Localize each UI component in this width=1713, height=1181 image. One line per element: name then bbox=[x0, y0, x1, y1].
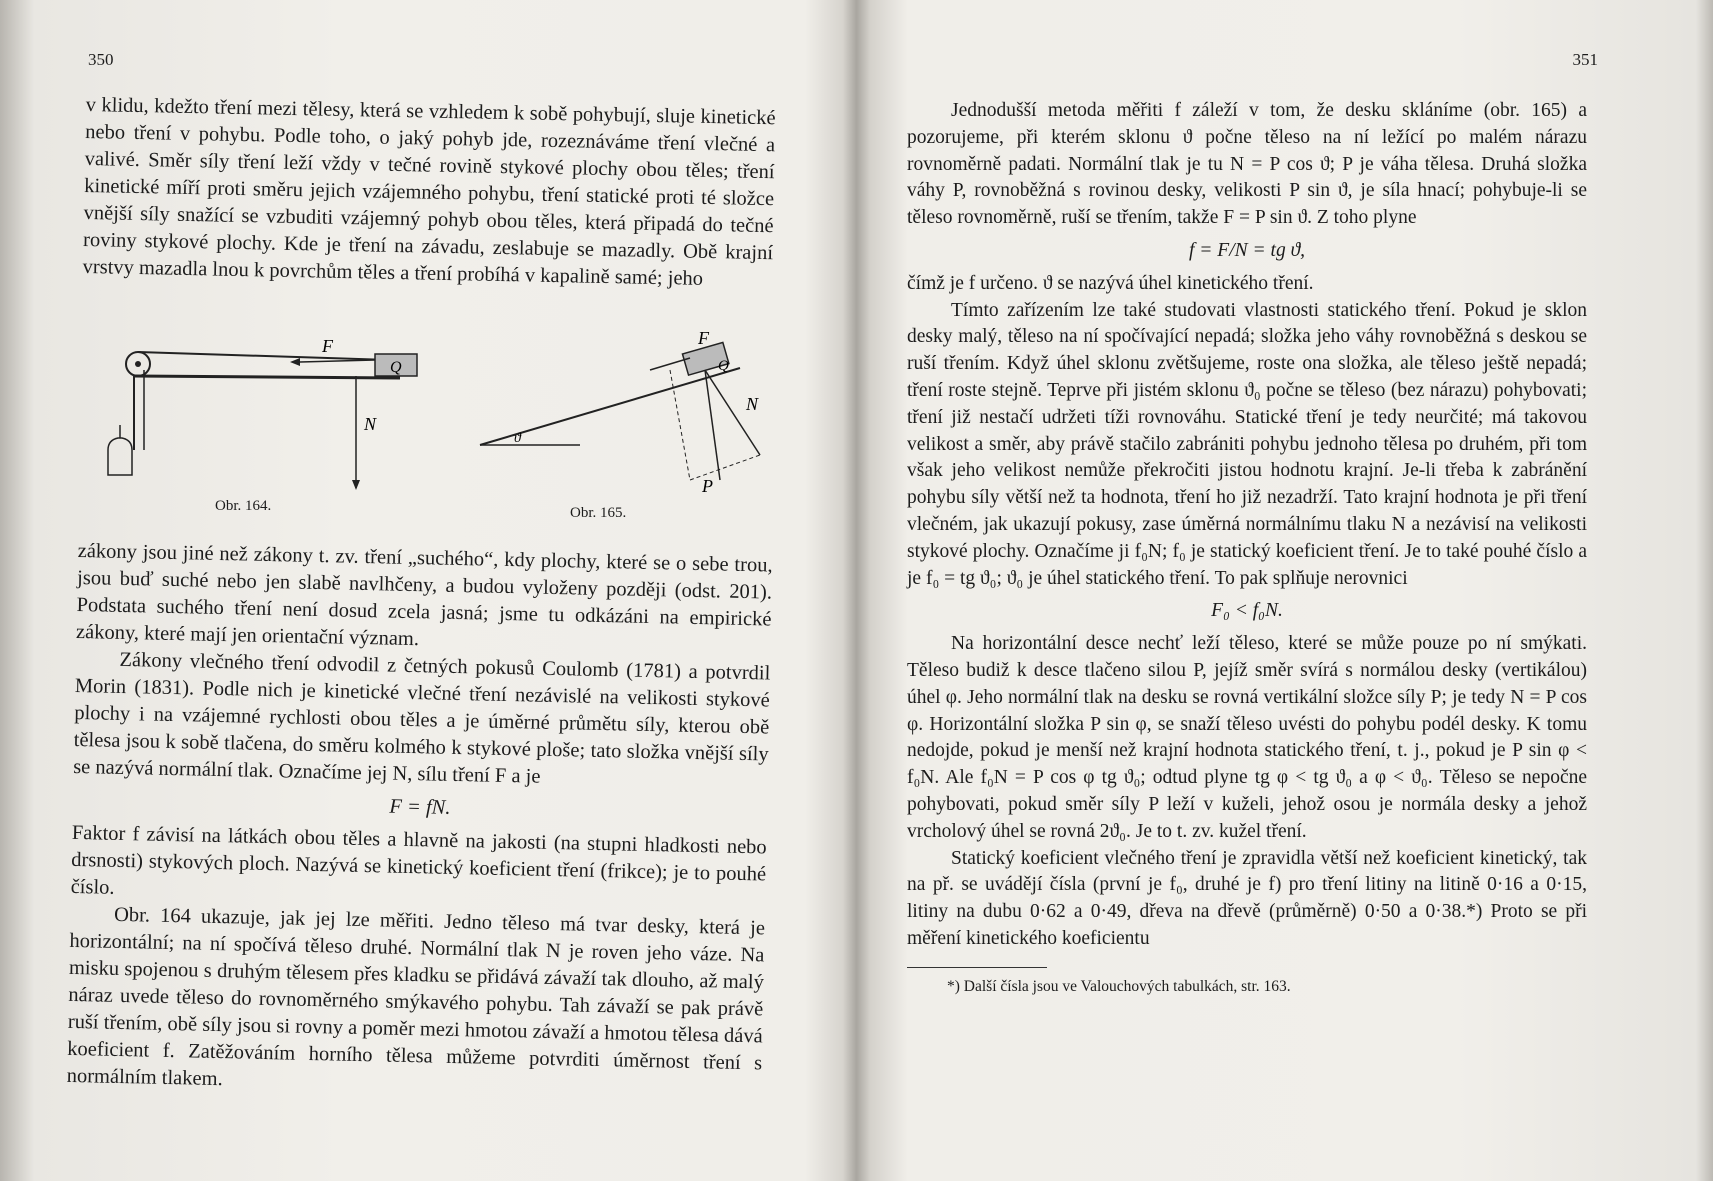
label-F: F bbox=[322, 336, 333, 356]
string bbox=[138, 352, 390, 360]
paragraph: Statický koeficient vlečného tření je zpravidla větší než koeficient kinetický, tak na př. se uvádějí čísla (první je f₀, druhé je f) pro tření litiny na litině 0·16 a 0·15, litiny na dubu 0·62 a 0·49, dřeva na dřevě (průměrně) 0·50 a 0·38.*) Proto se při měření kinetického koeficientu bbox=[907, 847, 1587, 949]
equation: F = fN. bbox=[389, 795, 451, 819]
footnote: *) Další čísla jsou ve Valouchových tabulkách, str. 163. bbox=[947, 977, 1291, 995]
paragraph: Na horizontální desce nechť leží těleso, které se může pouze po ní smýkati. Těleso budiž k desce tlačeno silou P, jejíž směr svírá s normálou desky (vertikálou) úhel φ. Jeho normální tlak na desku se rovná vertikální složce síly P; je tedy N = P cos φ. Horizontální složka P sin φ, se snaží těleso uvésti do pohybu podél desky. K tomu nedojde, pokud je menší než krajní hodnota statického tření, t. j., pokud je P sin φ < f₀N. Ale f₀N = P cos φ tg ϑ₀; odtud plyne tg φ < tg ϑ₀ a φ < ϑ₀. Těleso se nepočne pohybovati, pokud směr síly P leží v kuželi, jehož osou je normála desky a jehož vrcholový úhel se rovná 2ϑ₀. Je to t. zv. kužel tření. bbox=[907, 633, 1587, 842]
paragraph: Tímto zařízením lze také studovati vlastnosti statického tření. Pokud je sklon desky malý, těleso na ní spočívající nepadá; složka jeho váhy rovnoběžná s deskou se ruší třením. Když úhel sklonu zvětšujeme, roste ona složka, ale těleso ještě nepadá; tření roste stejně. Teprve při jistém sklonu ϑ₀ počne se těleso (bez nárazu) pohybovati; tření již nestačí udržeti tíži rovnováhu. Statické tření je tedy neurčité; má takovou velikost a směr, aby právě stačilo zabrániti pohybu jednoho tělesa po druhém, při tom však jeho velikost nemůže překročiti jistou hodnotu krajní. Je-li třeba k zabránění pohybu síly větší než ta hodnota, tření ho již nezadrží. Tato krajní hodnota je při tření vlečném, jak ukazují pokusy, zase úměrná normálnímu tlaku N a nezávisí na velikosti stykové plochy. Označíme ji f₀N; f₀ je statický koeficient tření. Je to také pouhé číslo a je f₀ = tg ϑ₀; ϑ₀ je úhel statického tření. To pak splňuje nerovnici bbox=[907, 299, 1587, 589]
pulley-axle bbox=[135, 361, 141, 367]
paragraph: Jednodušší metoda měřiti f záleží v tom, že desku skláníme (obr. 165) a pozorujeme, při kterém sklonu ϑ počne těleso na ní ležící po malém nárazu rovnoměrně padati. Normální tlak je tu N = P cos ϑ; P je váha tělesa. Druhá složka váhy P, rovnoběžná s rovinou desky, velikosti P sin ϑ, je síla hnací; pohybuje-li se těleso rovnoměrně, ruší se třením, takže F = P sin ϑ. Z toho plyne bbox=[907, 100, 1587, 229]
figure-165-caption: Obr. 165. bbox=[570, 505, 627, 521]
paragraph: Obr. 164 ukazuje, jak jej lze měřiti. Jedno těleso má tvar desky, která je horizontální; na ní spočívá těleso druhé. Normální tlak N je roven jeho váze. Na misku spojenou s druhým tělesem přes kladku se přidává závaží tak dlouho, až malý náraz uvede těleso do rovnoměrného smýkavého pohybu. Tah závaží se pak právě ruší třením, obě síly jsou si rovny a poměr mezi hmotou závaží a hmotou tělesa dává koeficient f. Zatěžováním horního tělesa můžeme potvrditi úměrnost tření s normálním tlakem. bbox=[66, 903, 766, 1091]
paragraph: v klidu, kdežto tření mezi tělesy, která se vzhledem k sobě pohybují, sluje kinetické nebo tření v pohybu. Podle toho, o jaký pohyb jde, rozeznáváme tření vlečné a valivé. Směr síly tření leží vždy v tečné rovině stykové plochy obou těles; tření kinetické míří proti směru jejich vzájemného pohybu, tření statické proti té složce vnější síly snažící se vzbuditi vzájemný pohyb obou těles, která připadá do tečné roviny stykové plochy. Kde je tření na závadu, zeslabuje se mazadly. Obě krajní vrstvy mazadla lnou k povrchům těles a tření probíhá v kapalině samé; jeho bbox=[82, 93, 776, 290]
label-Q: Q bbox=[390, 359, 402, 376]
left-text-top bbox=[82, 92, 776, 294]
weight-arrow bbox=[705, 370, 720, 480]
friction-arrow bbox=[650, 358, 690, 370]
label-theta: ϑ bbox=[514, 431, 521, 446]
weight-pan bbox=[108, 438, 132, 475]
paragraph: čímž je f určeno. ϑ se nazývá úhel kinetického tření. bbox=[907, 272, 1314, 294]
paragraph: Zákony vlečného tření odvodil z četných pokusů Coulomb (1781) a potvrdil Morin (1831). Podle nich je kinetické vlečné tření nezávislé na velikosti stykové plochy i na vzájemné rychlosti obou těles a je úměrné průmětu síly, kterou obě tělesa jsou k sobě tlačena, do směru kolmého k stykové ploše; tato složka vnější síly se nazývá normální tlak. Označíme jej N, sílu tření F a je bbox=[72, 648, 771, 788]
right-text bbox=[907, 98, 1587, 1001]
label-F: F bbox=[698, 330, 709, 348]
left-text-bottom bbox=[66, 538, 772, 1104]
footnote-divider bbox=[907, 967, 1047, 968]
equation: f = F/N = tg ϑ, bbox=[1188, 239, 1306, 261]
left-page bbox=[0, 0, 840, 1181]
right-page bbox=[845, 0, 1713, 1181]
figure-165 bbox=[470, 330, 790, 500]
equation: F₀ < f₀N. bbox=[1211, 600, 1283, 622]
figure-164 bbox=[100, 330, 450, 490]
label-N: N bbox=[364, 414, 377, 434]
figure-164-caption: Obr. 164. bbox=[215, 498, 272, 514]
paragraph: zákony jsou jiné než zákony t. zv. tření „suchého“, kdy plochy, které se o sebe trou, jsou buď suché nebo jen slabě navlhčeny, a budou vyloženy později (odst. 201). Podstata suchého tření není dosud zcela jasná; jsme tu odkázáni na empirické zákony, které mají jen orientační význam. bbox=[75, 539, 773, 651]
paragraph: Faktor f závisí na látkách obou těles a hlavně na jakosti (na stupni hladkosti nebo drsnosti) stykových ploch. Nazývá se kinetický koeficient tření (frikce); je to pouhé číslo. bbox=[70, 821, 767, 899]
board bbox=[134, 376, 400, 378]
page-number-left: 350 bbox=[88, 50, 114, 69]
label-Q: Q bbox=[718, 358, 729, 374]
label-N: N bbox=[746, 394, 759, 414]
friction-arrow bbox=[300, 360, 375, 362]
page-number-right: 351 bbox=[1572, 50, 1598, 69]
label-P: P bbox=[702, 476, 713, 496]
